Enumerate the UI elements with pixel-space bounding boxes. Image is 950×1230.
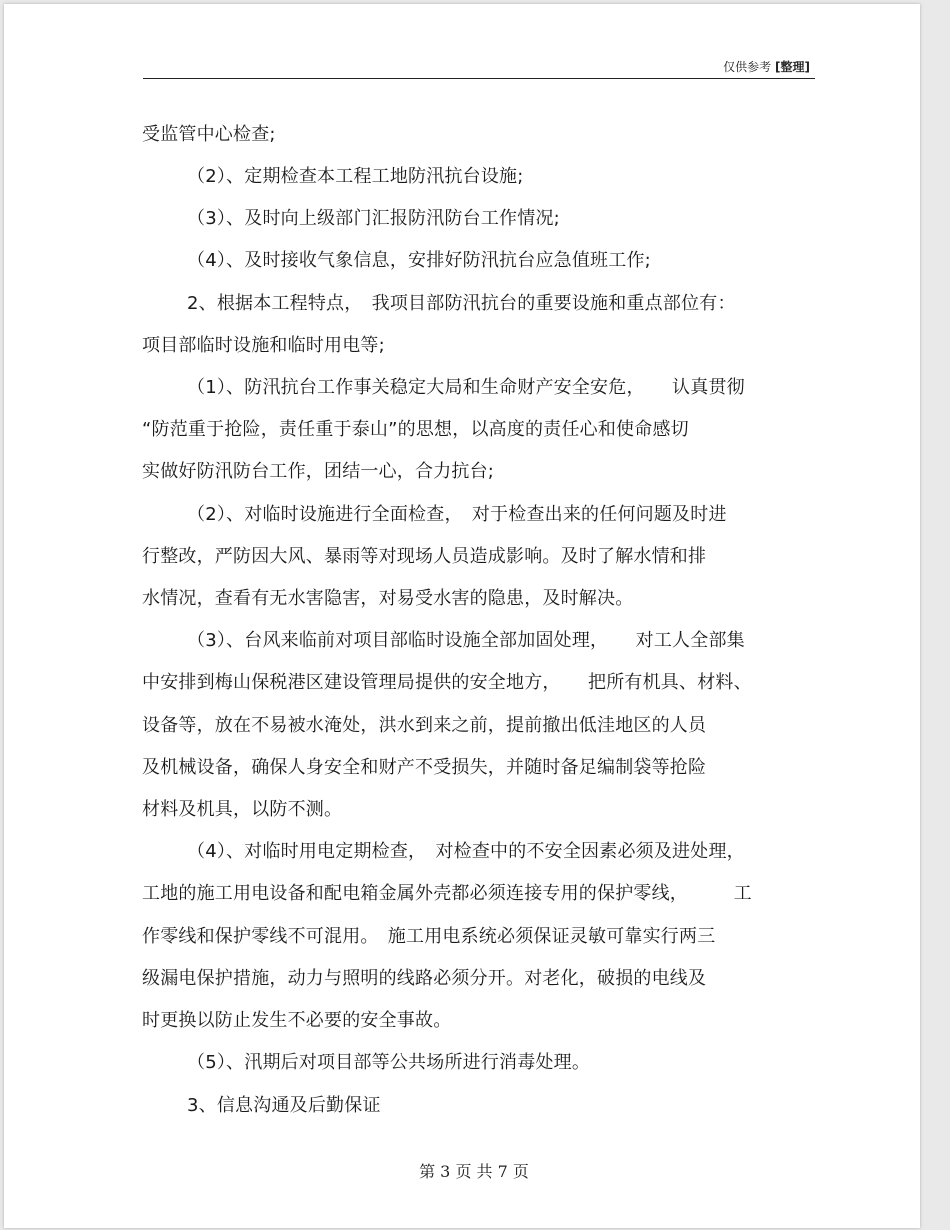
body-line: （5）、汛期后对项目部等公共场所进行消毒处理。 bbox=[187, 1052, 591, 1073]
body-line: 时更换以防止发生不必要的安全事故。 bbox=[142, 1010, 452, 1031]
body-line: “防范重于抢险，责任重于泰山”的思想，以高度的责任心和使命感切 bbox=[142, 419, 689, 440]
page-header bbox=[723, 58, 810, 75]
page-footer: 第 3 页 共 7 页 bbox=[419, 1162, 529, 1181]
body-line: 实做好防汛防台工作，团结一心，合力抗台; bbox=[142, 461, 495, 482]
body-line: 作零线和保护零线不可混用。 施工用电系统必须保证灵敏可靠实行两三 bbox=[142, 926, 716, 947]
document-page bbox=[4, 4, 920, 1228]
body-line: （2）、定期检查本工程工地防汛抗台设施; bbox=[187, 166, 524, 187]
header-rule bbox=[143, 78, 815, 79]
body-line: 水情况，查看有无水害隐害，对易受水害的隐患，及时解决。 bbox=[142, 588, 634, 609]
body-line: （4）、及时接收气象信息，安排好防汛抗台应急值班工作; bbox=[187, 250, 651, 271]
body-line: 工地的施工用电设备和配电箱金属外壳都必须连接专用的保护零线， 工 bbox=[142, 883, 752, 904]
body-line: （1）、防汛抗台工作事关稳定大局和生命财产安全安危， 认真贯彻 bbox=[187, 377, 745, 398]
body-line: 行整改，严防因大风、暴雨等对现场人员造成影响。及时了解水情和排 bbox=[142, 546, 707, 567]
body-line: 3、信息沟通及后勤保证 bbox=[187, 1095, 381, 1116]
header-note: 仅供参考 bbox=[723, 60, 772, 74]
body-line: 2、根据本工程特点， 我项目部防汛抗台的重要设施和重点部位有： bbox=[187, 293, 736, 314]
body-line: （2）、对临时设施进行全面检查， 对于检查出来的任何问题及时进 bbox=[187, 504, 727, 525]
body-line: （4）、对临时用电定期检查， 对检查中的不安全因素必须及进处理， bbox=[187, 841, 745, 862]
body-line: 受监管中心检查; bbox=[142, 124, 276, 145]
body-line: （3）、及时向上级部门汇报防汛防台工作情况; bbox=[187, 208, 560, 229]
body-line: 级漏电保护措施，动力与照明的线路必须分开。对老化，破损的电线及 bbox=[142, 968, 707, 989]
body-line: 材料及机具，以防不测。 bbox=[142, 799, 343, 820]
body-line: 设备等，放在不易被水淹处，洪水到来之前，提前撤出低洼地区的人员 bbox=[142, 715, 707, 736]
header-tag: [整理] bbox=[775, 60, 810, 74]
body-line: 及机械设备，确保人身安全和财产不受损失，并随时备足编制袋等抢险 bbox=[142, 757, 707, 778]
body-line: 中安排到梅山保税港区建设管理局提供的安全地方， 把所有机具、材料、 bbox=[142, 672, 752, 693]
body-line: 项目部临时设施和临时用电等; bbox=[142, 335, 385, 356]
body-line: （3）、台风来临前对项目部临时设施全部加固处理， 对工人全部集 bbox=[187, 630, 745, 651]
